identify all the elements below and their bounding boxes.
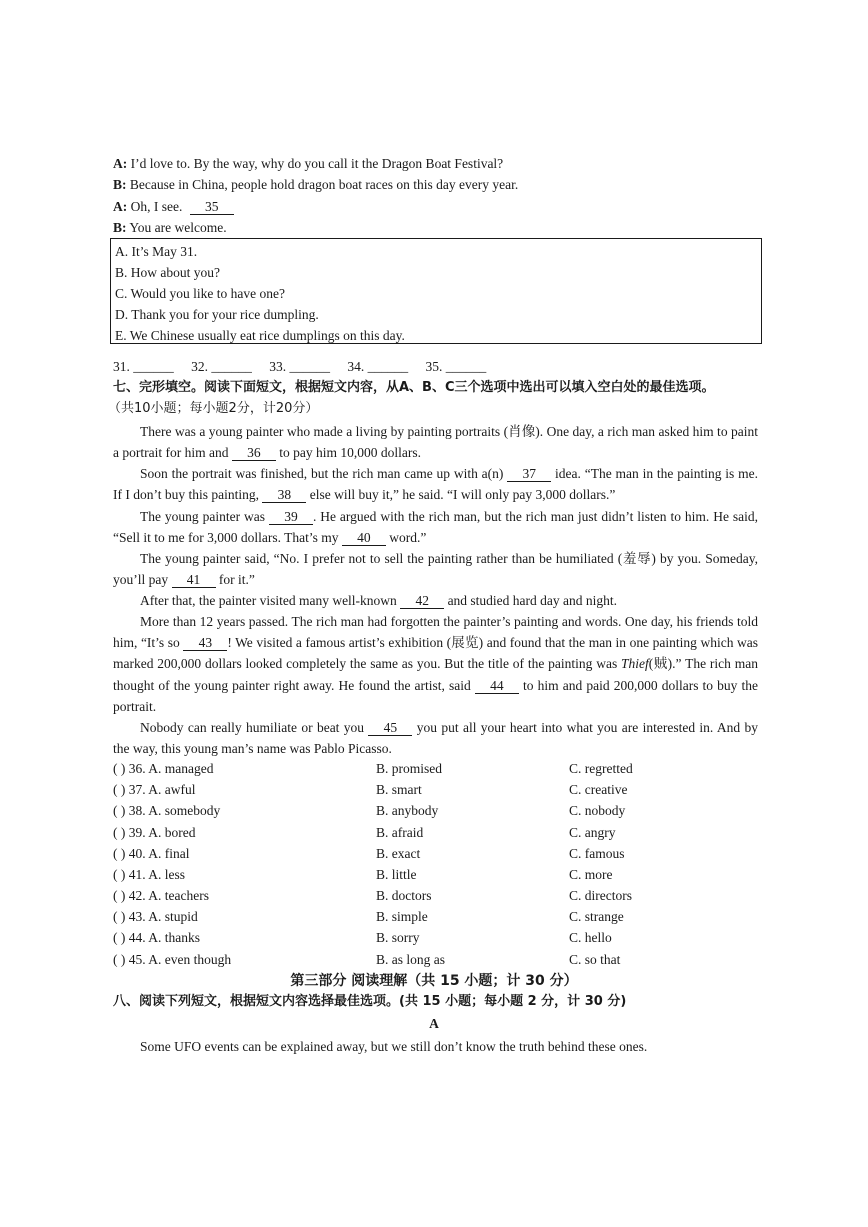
option-c: C. Would you like to have one? (115, 286, 286, 301)
blank-35[interactable]: 35 (190, 200, 234, 215)
dialogue-line-4 (113, 220, 227, 236)
blank-43[interactable]: 43 (183, 636, 227, 651)
question-option-b[interactable]: B. anybody (376, 803, 439, 818)
question-option-a[interactable]: ( ) 40. A. final (113, 846, 190, 861)
question-option-b[interactable]: B. doctors (376, 888, 432, 903)
options-box (110, 238, 762, 344)
question-option-c[interactable]: C. famous (569, 846, 625, 861)
speaker-label: B: (113, 220, 127, 235)
question-option-a[interactable]: ( ) 39. A. bored (113, 825, 196, 840)
question-option-c[interactable]: C. regretted (569, 761, 633, 776)
question-option-c[interactable]: C. so that (569, 952, 621, 967)
passage-a-intro: Some UFO events can be explained away, but we still don’t know the truth behind these ones. (140, 1039, 648, 1054)
blank-44[interactable]: 44 (475, 679, 519, 694)
question-row (113, 761, 773, 777)
cloze-paragraph-3: The young painter was 39 . He argued with the rich man, but the rich man just didn’t listen to him. He said, “Sell it to me for 3,000 dollars. That’s my 40 word.” (113, 509, 758, 546)
question-option-a[interactable]: ( ) 38. A. somebody (113, 803, 221, 818)
answer-blank-33[interactable]: 33. ______ (269, 359, 330, 374)
option-e: E. We Chinese usually eat rice dumplings on this day. (115, 328, 405, 343)
question-option-b[interactable]: B. promised (376, 761, 442, 776)
question-option-b[interactable]: B. afraid (376, 825, 424, 840)
question-option-b[interactable]: B. exact (376, 846, 421, 861)
question-option-a[interactable]: ( ) 43. A. stupid (113, 909, 198, 924)
section-7-title: 七、完形填空。阅读下面短文，根据短文内容，从A、B、C三个选项中选出可以填入空白处的最佳选项。 (113, 380, 715, 395)
blank-40[interactable]: 40 (342, 531, 386, 546)
section-7-subtitle: （共10小题；每小题2分，计20分） (108, 401, 319, 416)
speaker-label: B: (113, 177, 127, 192)
question-option-c[interactable]: C. nobody (569, 803, 626, 818)
dialogue-line-3 (113, 199, 234, 215)
question-option-b[interactable]: B. sorry (376, 930, 420, 945)
question-option-c[interactable]: C. strange (569, 909, 624, 924)
answer-line (113, 359, 486, 375)
question-option-a[interactable]: ( ) 45. A. even though (113, 952, 232, 967)
part-3-title: 第三部分 阅读理解（共 15 小题；计 30 分） (290, 973, 578, 989)
question-option-b[interactable]: B. simple (376, 909, 428, 924)
blank-41[interactable]: 41 (172, 573, 216, 588)
question-option-a[interactable]: ( ) 36. A. managed (113, 761, 214, 776)
question-row (113, 952, 773, 968)
question-option-c[interactable]: C. hello (569, 930, 612, 945)
question-option-b[interactable]: B. little (376, 867, 417, 882)
question-option-a[interactable]: ( ) 42. A. teachers (113, 888, 209, 903)
answer-blank-35[interactable]: 35. ______ (425, 359, 487, 374)
question-option-b[interactable]: B. as long as (376, 952, 445, 967)
cloze-paragraph-1: There was a young painter who made a living by painting portraits (肖像). One day, a rich man asked him to paint a portrait for him and 36 to pay him 10,000 dollars. (113, 424, 758, 461)
answer-blank-31[interactable]: 31. ______ (113, 359, 174, 374)
section-8-title: 八、阅读下列短文，根据短文内容选择最佳选项。(共 15 小题；每小题 2 分，计 30 分) (113, 994, 627, 1009)
cloze-paragraph-6: More than 12 years passed. The rich man had forgotten the painter’s painting and words. One day, his friends told him, “It’s so 43 ! We visited a famous artist’s exhibition (展览) and found that the man in one painting which was marked 200,000 dollars looked completely the same as you. But the title of the painting was Thief(贼).” The rich man thought of the young painter right away. He found the artist, said 44 to him and paid 200,000 dollars to buy the portrait. (113, 614, 759, 714)
dialogue-text: Because in China, people hold dragon boat races on this day every year. (129, 177, 519, 192)
question-row (113, 867, 773, 883)
cloze-paragraph-2: Soon the portrait was finished, but the rich man came up with a(n) 37 idea. “The man in the painting is me. If I don’t buy this painting, 38 else will buy it,” he said. “I will only pay 3,000 dollars.” (113, 466, 758, 503)
option-a: A. It’s May 31. (115, 244, 198, 259)
question-option-a[interactable]: ( ) 44. A. thanks (113, 930, 200, 945)
speaker-label: A: (113, 156, 128, 171)
dialogue-text: Oh, I see. (130, 199, 183, 214)
speaker-label: A: (113, 199, 128, 214)
question-row (113, 825, 773, 841)
question-option-a[interactable]: ( ) 37. A. awful (113, 782, 196, 797)
question-option-c[interactable]: C. more (569, 867, 613, 882)
dialogue-line-2 (113, 177, 518, 193)
question-option-c[interactable]: C. angry (569, 825, 616, 840)
option-d: D. Thank you for your rice dumpling. (115, 307, 319, 322)
question-row (113, 888, 773, 904)
blank-37[interactable]: 37 (507, 467, 551, 482)
dialogue-text: You are welcome. (129, 220, 227, 235)
question-row (113, 846, 773, 862)
cloze-paragraph-4: The young painter said, “No. I prefer not to sell the painting rather than be humiliated (羞辱) by you. Someday, you’ll pay 41 for it.” (113, 551, 758, 588)
blank-45[interactable]: 45 (368, 721, 412, 736)
question-option-c[interactable]: C. directors (569, 888, 632, 903)
passage-a-label: A (429, 1016, 439, 1031)
answer-blank-32[interactable]: 32. ______ (191, 359, 252, 374)
blank-39[interactable]: 39 (269, 510, 313, 525)
question-option-a[interactable]: ( ) 41. A. less (113, 867, 185, 882)
question-option-c[interactable]: C. creative (569, 782, 628, 797)
question-option-b[interactable]: B. smart (376, 782, 422, 797)
dialogue-text: I’d love to. By the way, why do you call it the Dragon Boat Festival? (130, 156, 504, 171)
question-row (113, 909, 773, 925)
blank-38[interactable]: 38 (262, 488, 306, 503)
option-b: B. How about you? (115, 265, 220, 280)
question-row (113, 930, 773, 946)
dialogue-line-1 (113, 156, 503, 172)
blank-36[interactable]: 36 (232, 446, 276, 461)
cloze-paragraph-5: After that, the painter visited many well-known 42 and studied hard day and night. (140, 593, 618, 608)
cloze-paragraph-7: Nobody can really humiliate or beat you 45 you put all your heart into what you are interested in. And by the way, this young man’s name was Pablo Picasso. (113, 720, 759, 757)
question-row (113, 803, 773, 819)
question-row (113, 782, 773, 798)
blank-42[interactable]: 42 (400, 594, 444, 609)
answer-blank-34[interactable]: 34. ______ (347, 359, 409, 374)
